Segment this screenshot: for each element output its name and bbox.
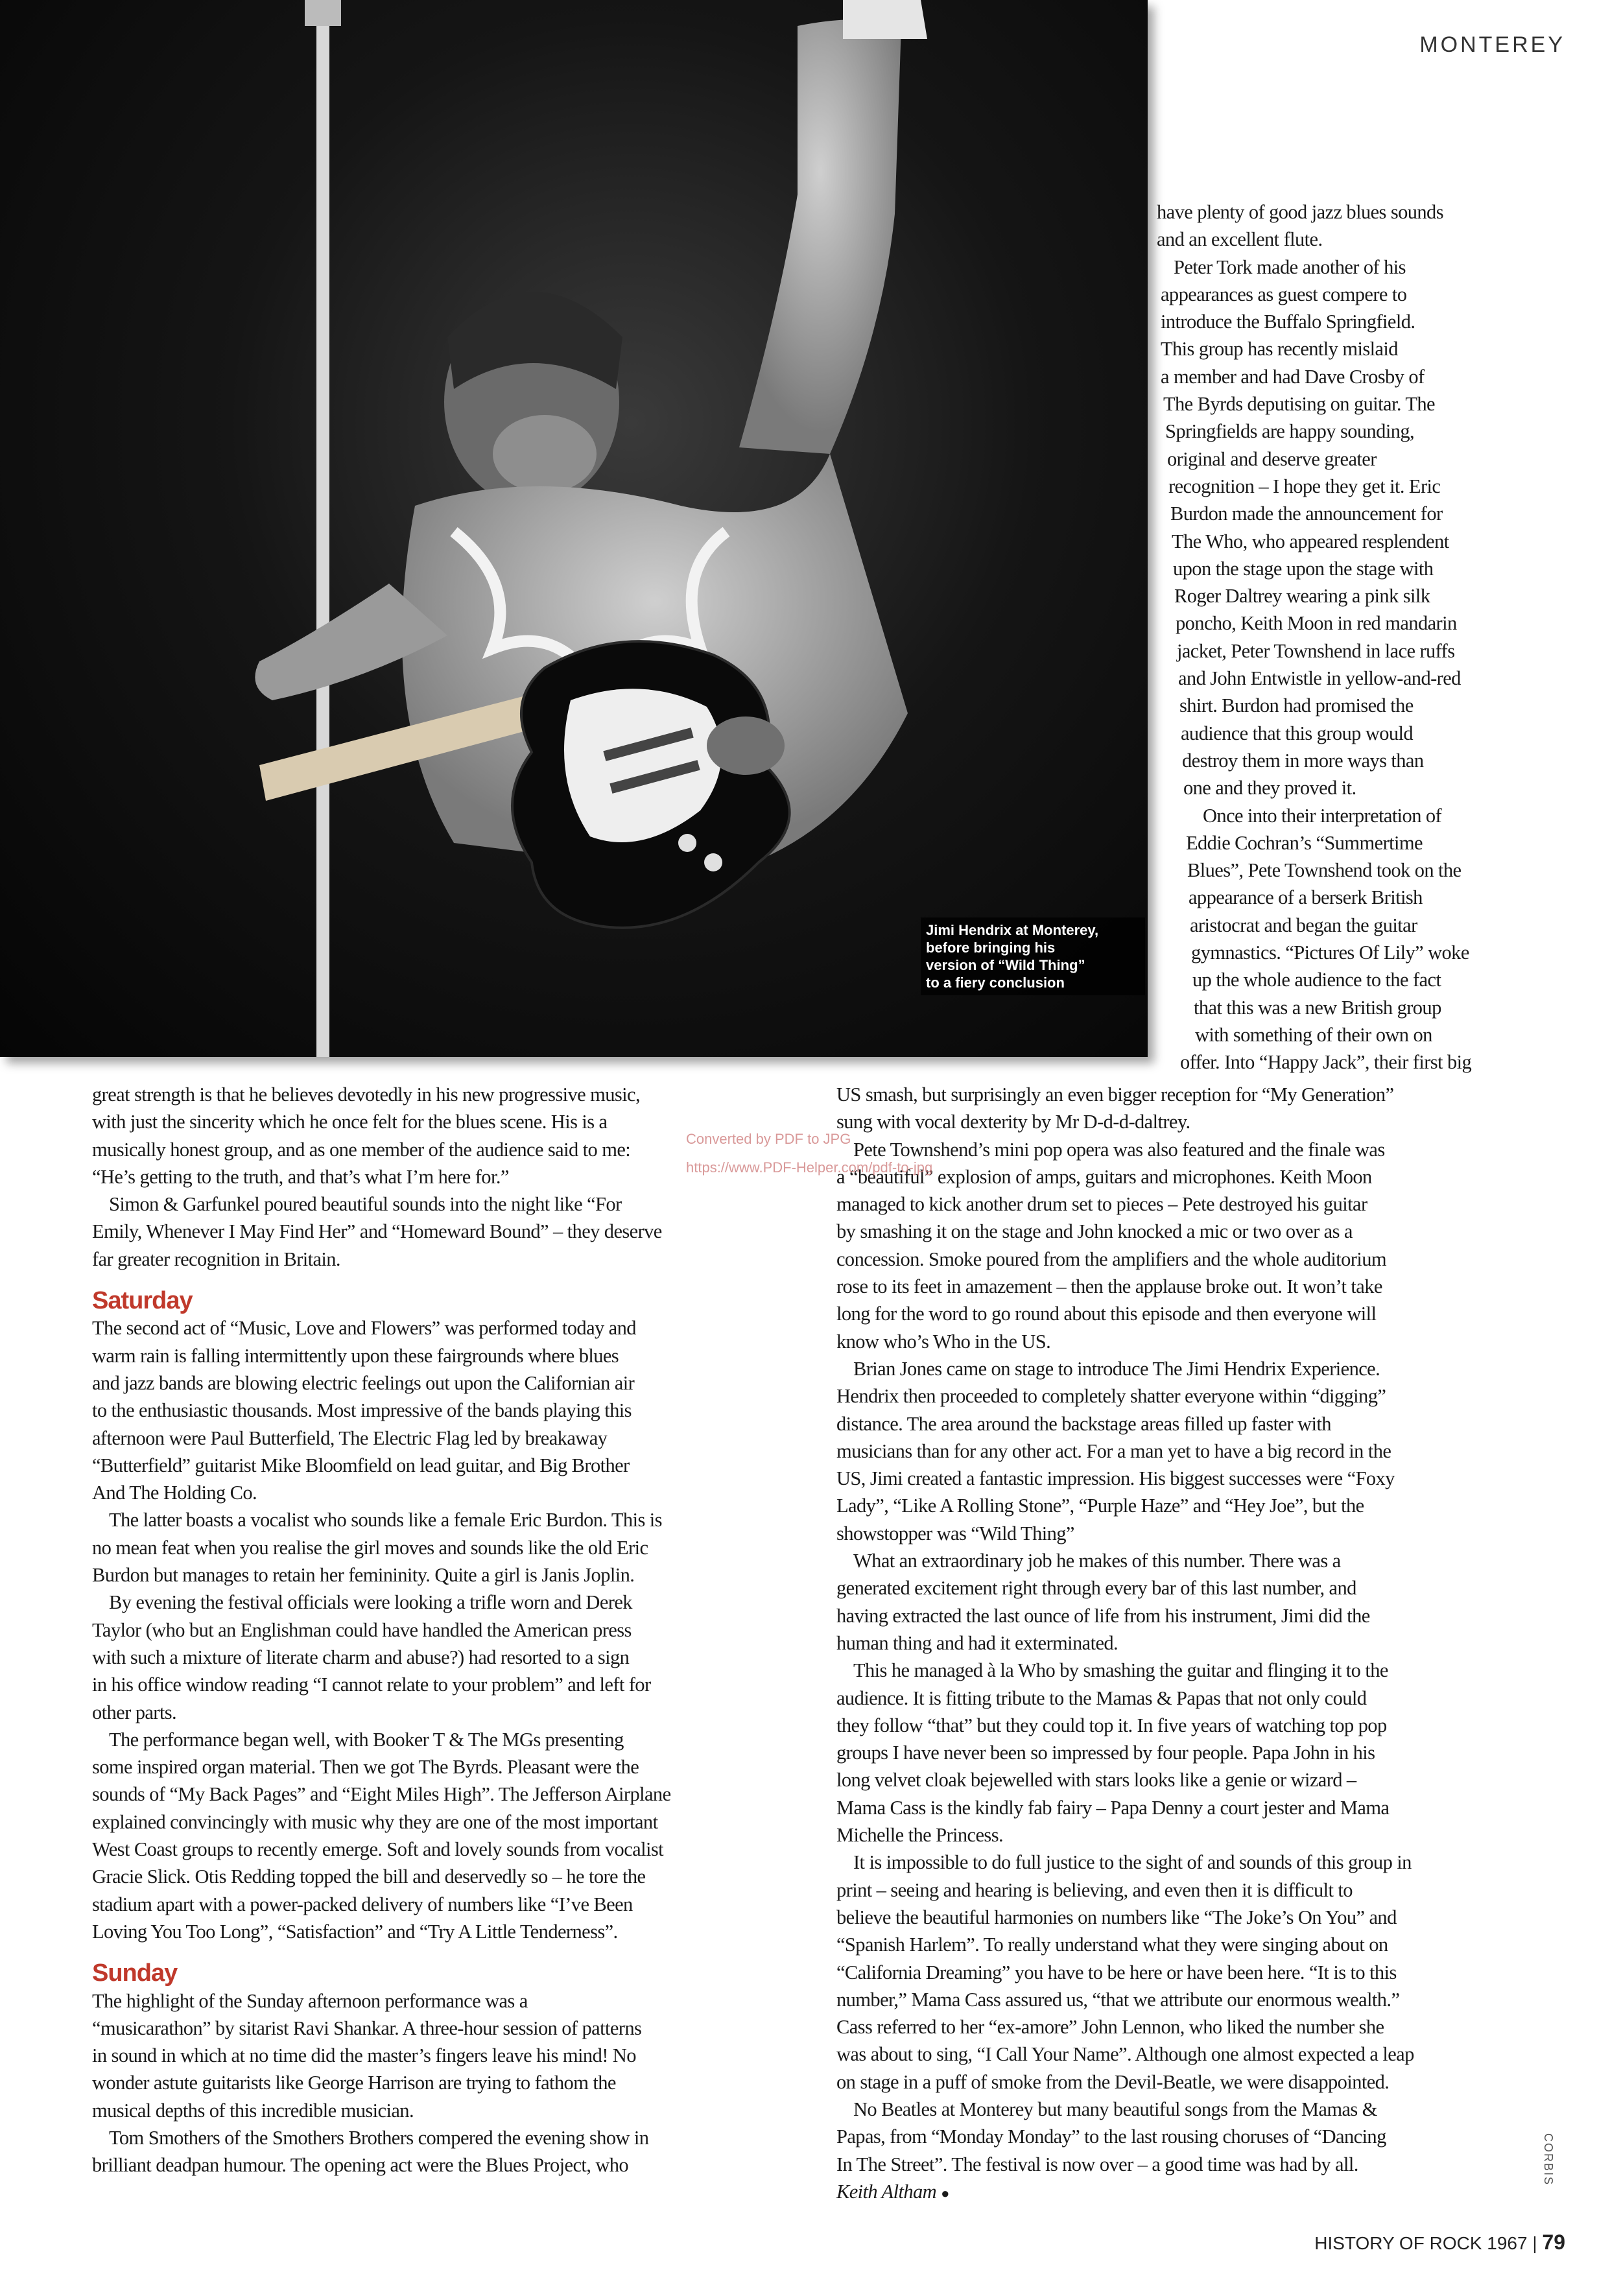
text-line: on stage in a puff of smoke from the Devil-Beatle, we were disappointed. [836,2070,1390,2093]
text-line: by smashing it on the stage and John knocked a mic or two over as a [836,1220,1353,1243]
text-line: sung with vocal dexterity by Mr D-d-d-daltrey. [836,1111,1190,1133]
text-line: have plenty of good jazz blues sounds [1157,201,1443,223]
text-line: US, Jimi created a fantastic impression. His biggest successes were “Foxy [836,1467,1395,1490]
text-line: stadium apart with a power-packed delivery of numbers like “I’ve Been [92,1893,633,1915]
text-line: This he managed à la Who by smashing the guitar and flinging it to the [853,1659,1388,1682]
author-signature: Keith Altham [836,2180,937,2203]
text-line: “musicarathon” by sitarist Ravi Shankar. A three-hour session of patterns [92,2017,642,2039]
text-line: and jazz bands are blowing electric feelings out upon the Californian air [92,1371,635,1394]
text-line: musically honest group, and as one member of the audience said to me: [92,1138,631,1161]
text-line: that this was a new British group [1194,996,1441,1019]
text-line: Pete Townshend’s mini pop opera was also featured and the finale was [853,1138,1385,1161]
text-line: musical depths of this incredible musician. [92,2099,414,2122]
paragraph [92,1589,812,1725]
text-line: was about to sing, “I Call Your Name”. Although one almost expected a leap [836,2043,1414,2066]
text-line: Lady”, “Like A Rolling Stone”, “Purple Haze” and “Hey Joe”, but the [836,1495,1364,1517]
text-line: Springfields are happy sounding, [1165,420,1415,443]
text-line: concession. Smoke poured from the amplifiers and the whole auditorium [836,1248,1386,1270]
text-line: brilliant deadpan humour. The opening act were the Blues Project, who [92,2154,629,2177]
text-line: long for the word to go round about this episode and then everyone will [836,1303,1377,1325]
text-line: The performance began well, with Booker T & The MGs presenting [109,1728,624,1751]
text-line: audience that this group would [1181,722,1414,744]
text-line: groups I have never been so impressed by four people. Papa John in his [836,1742,1375,1764]
text-line: long velvet cloak bejewelled with stars looks like a genie or wizard – [836,1769,1356,1792]
text-line: distance. The area around the backstage areas filled up faster with [836,1412,1331,1435]
watermark [686,1125,932,1182]
text-line: Blues”, Pete Townshend took on the [1187,859,1461,882]
text-line: in his office window reading “I cannot relate to your problem” and left for [92,1674,651,1696]
text-line: other parts. [92,1701,177,1723]
text-line: poncho, Keith Moon in red mandarin [1176,612,1457,635]
text-line: By evening the festival officials were looking a trifle worn and Derek [109,1591,632,1614]
paragraph [836,2096,1556,2178]
text-line: destroy them in more ways than [1182,749,1424,772]
text-line: managed to kick another drum set to pieces – Pete destroyed his guitar [836,1193,1367,1216]
text-line: afternoon were Paul Butterfield, The Electric Flag led by breakaway [92,1426,608,1449]
caption-line: version of “Wild Thing” [926,957,1085,973]
text-line: original and deserve greater [1167,447,1377,470]
text-line: having extracted the last ounce of life from his instrument, Jimi did the [836,1604,1370,1627]
text-line: The Byrds deputising on guitar. The [1163,393,1435,416]
text-line: What an extraordinary job he makes of this number. There was a [853,1550,1341,1572]
text-line: This group has recently mislaid [1161,338,1398,361]
text-line: appearance of a berserk British [1189,886,1423,909]
text-line: Tom Smothers of the Smothers Brothers compered the evening show in [109,2126,649,2149]
paragraph [0,254,1621,802]
text-line: Emily, Whenever I May Find Her” and “Homeward Bound” – they deserve [92,1220,662,1243]
heading-sunday: Sunday [92,1959,178,1987]
text-line: And The Holding Co. [92,1482,257,1504]
paragraph [836,1547,1556,1657]
text-line: no mean feat when you realise the girl moves and sounds like the old Eric [92,1536,648,1559]
body-text-right-wrap [0,198,1621,1076]
text-line: some inspired organ material. Then we got The Byrds. Pleasant were the [92,1756,639,1779]
text-line: great strength is that he believes devotedly in his new progressive music, [92,1083,640,1106]
text-line: Taylor (who but an Englishman could have handled the American press [92,1618,632,1641]
text-line: Gracie Slick. Otis Redding topped the bill and deservedly so – he tore the [92,1865,646,1888]
text-line: The latter boasts a vocalist who sounds like a female Eric Burdon. This is [109,1509,662,1532]
paragraph [0,198,1621,254]
text-line: with just the sincerity which he once felt for the blues scene. His is a [92,1111,608,1133]
paragraph [92,1190,812,1273]
end-mark: ● [941,2184,949,2201]
paragraph [836,1657,1556,1849]
text-line: rose to its feet in amazement – then the applause broke out. It won’t take [836,1275,1382,1298]
text-line: Once into their interpretation of [1203,804,1442,827]
paragraph [836,1849,1556,2096]
paragraph [92,2124,812,2179]
paragraph [836,1136,1556,1355]
text-line: with such a mixture of literate charm and abuse?) had resorted to a sign [92,1646,630,1668]
text-line: to the enthusiastic thousands. Most impressive of the bands playing this [92,1399,632,1422]
byline [836,2178,1556,2207]
text-line: Peter Tork made another of his [1174,255,1406,278]
text-line: Cass referred to her “ex-amore” John Lennon, who liked the number she [836,2016,1384,2039]
text-line: a member and had Dave Crosby of [1161,365,1425,388]
body-text-left [92,1081,812,2179]
page-number: 79 [1542,2231,1565,2254]
text-line: The highlight of the Sunday afternoon performance was a [92,1989,528,2012]
watermark-line: Converted by PDF to JPG [686,1131,851,1147]
text-line: upon the stage upon the stage with [1173,557,1434,580]
paragraph [0,802,1621,1076]
text-line: audience. It is fitting tribute to the Mamas & Papas that not only could [836,1686,1367,1709]
text-line: explained convincingly with music why they are one of the most important [92,1810,658,1833]
text-line: musicians than for any other act. For a man yet to have a big record in the [836,1439,1391,1462]
text-line: Simon & Garfunkel poured beautiful sounds into the night like “For [109,1193,622,1216]
text-line: Eddie Cochran’s “Summertime [1186,831,1423,854]
text-line: aristocrat and began the guitar [1190,914,1417,936]
text-line: offer. Into “Happy Jack”, their first big [1180,1051,1472,1074]
text-line: wonder astute guitarists like George Harrison are trying to fathom the [92,2072,616,2094]
text-line: far greater recognition in Britain. [92,1248,340,1270]
text-line: “California Dreaming” you have to be here or have been here. “It is to this [836,1961,1397,1983]
text-line: “Butterfield” guitarist Mike Bloomfield on lead guitar, and Big Brother [92,1454,630,1476]
text-line: It is impossible to do full justice to the sight of and sounds of this group in [853,1851,1412,1874]
text-line: jacket, Peter Townshend in lace ruffs [1177,639,1455,662]
text-line: human thing and had it exterminated. [836,1631,1118,1654]
paragraph [92,1726,812,1945]
text-line: a “beautiful” explosion of amps, guitars and microphones. Keith Moon [836,1165,1372,1188]
text-line: Papas, from “Monday Monday” to the last rousing choruses of “Dancing [836,2125,1386,2148]
text-line: US smash, but surprisingly an even bigger reception for “My Generation” [836,1083,1394,1106]
text-line: up the whole audience to the fact [1192,969,1441,991]
text-line: The Who, who appeared resplendent [1172,530,1449,552]
text-line: believe the beautiful harmonies on numbers like “The Joke’s On You” and [836,1906,1397,1928]
text-line: In The Street”. The festival is now over – a good time was had by all. [836,2153,1358,2175]
paragraph [836,1081,1556,1136]
text-line: Michelle the Princess. [836,1824,1003,1847]
text-line: Brian Jones came on stage to introduce The Jimi Hendrix Experience. [853,1357,1380,1380]
text-line: Loving You Too Long”, “Satisfaction” and “Try A Little Tenderness”. [92,1920,618,1943]
text-line: Burdon made the announcement for [1170,503,1443,525]
body-text-right [836,1081,1556,2207]
text-line: sounds of “My Back Pages” and “Eight Miles High”. The Jefferson Airplane [92,1783,671,1806]
paragraph [92,1987,812,2124]
text-line: No Beatles at Monterey but many beautiful songs from the Mamas & [853,2098,1377,2120]
page-footer [1314,2231,1565,2255]
text-line: Hendrix then proceeded to completely shatter everyone within “digging” [836,1385,1386,1408]
text-line: know who’s Who in the US. [836,1330,1051,1353]
caption-line: to a fiery conclusion [926,975,1065,991]
text-line: and John Entwistle in yellow-and-red [1178,667,1461,690]
caption-line: before bringing his [926,940,1056,956]
text-line: generated excitement right through every bar of this last number, and [836,1577,1356,1600]
paragraph [92,1506,812,1589]
photo-credit: CORBIS [1542,2133,1555,2186]
text-line: recognition – I hope they get it. Eric [1168,475,1441,497]
text-line: print – seeing and hearing is believing, and even then it is difficult to [836,1878,1353,1901]
text-line: shirt. Burdon had promised the [1179,694,1414,717]
paragraph [92,1314,812,1506]
text-line: and an excellent flute. [1157,228,1323,251]
caption-line: Jimi Hendrix at Monterey, [926,922,1099,938]
text-line: Burdon but manages to retain her femininity. Quite a girl is Janis Joplin. [92,1564,635,1587]
section-tag: MONTEREY [1419,32,1565,57]
folio-title: HISTORY OF ROCK 1967 | [1314,2233,1537,2253]
text-line: they follow “that” but they could top it. In five years of watching top pop [836,1714,1387,1736]
text-line: “He’s getting to the truth, and that’s what I’m here for.” [92,1165,509,1188]
text-line: “Spanish Harlem”. To really understand what they were singing about on [836,1934,1388,1956]
text-line: gymnastics. “Pictures Of Lily” woke [1191,941,1469,964]
text-line: showstopper was “Wild Thing” [836,1522,1074,1544]
text-line: The second act of “Music, Love and Flowers” was performed today and [92,1317,636,1340]
watermark-url: https://www.PDF-Helper.com/pdf-to-jpg [686,1159,933,1176]
heading-saturday: Saturday [92,1287,193,1315]
text-line: in sound in which at no time did the master’s fingers leave his mind! No [92,2044,636,2067]
text-line: Roger Daltrey wearing a pink silk [1174,585,1430,608]
text-line: number,” Mama Cass assured us, “that we attribute our enormous wealth.” [836,1988,1400,2011]
text-line: warm rain is falling intermittently upon these fairgrounds where blues [92,1344,619,1367]
text-line: appearances as guest compere to [1161,283,1407,305]
text-line: Mama Cass is the kindly fab fairy – Papa Denny a court jester and Mama [836,1796,1390,1819]
text-line: one and they proved it. [1183,777,1356,799]
text-line: introduce the Buffalo Springfield. [1161,311,1415,333]
text-line: with something of their own on [1195,1023,1432,1046]
paragraph [836,1355,1556,1547]
text-line: West Coast groups to recently emerge. Soft and lovely sounds from vocalist [92,1838,663,1861]
